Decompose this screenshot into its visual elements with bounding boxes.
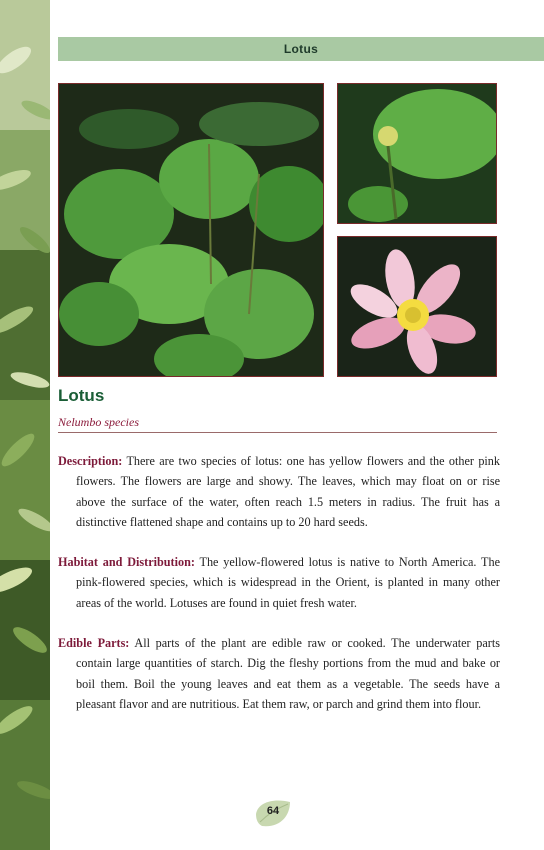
- section-header-bar: Lotus: [58, 37, 544, 61]
- page-number-badge: [252, 796, 294, 830]
- description-text: There are two species of lotus: one has yellow flowers and the other pink flowers. The flowers are large and showy. The leaves, which may float on or rise above the surface of the water, often reach 1.5 meters in radius. The fruit has a distinctive flattened shape and contains up to 20 hard seeds.: [76, 454, 500, 530]
- lotus-flower-photo: [337, 236, 497, 377]
- side-foliage-image: [0, 0, 50, 850]
- lotus-pond-photo: [58, 83, 324, 377]
- edible-parts-paragraph: [58, 633, 500, 715]
- latin-name: Nelumbo species: [58, 415, 139, 429]
- title-divider: [58, 432, 497, 433]
- lotus-seed-pod-photo: [337, 83, 497, 224]
- habitat-paragraph: [58, 552, 500, 613]
- habitat-text: The yellow-flowered lotus is native to North America. The pink-flowered species, which is widespread in the Orient, is planted in many other areas of the world. Lotuses are found in quiet fresh water.: [76, 555, 500, 610]
- description-label: Description:: [58, 454, 123, 468]
- description-paragraph: [58, 451, 500, 533]
- habitat-label: Habitat and Distribution:: [58, 555, 195, 569]
- edible-parts-text: All parts of the plant are edible raw or cooked. The underwater parts contain large quantities of starch. Dig the fleshy portions from the mud and bake or boil them. Boil the young leaves and eat them as a vegetable. The seeds have a pleasant flavor and are nutritious. Eat them raw, or parch and grind them into flour.: [76, 636, 500, 712]
- edible-parts-label: Edible Parts:: [58, 636, 130, 650]
- page-number: 64: [266, 805, 280, 817]
- plant-title: Lotus: [58, 386, 105, 405]
